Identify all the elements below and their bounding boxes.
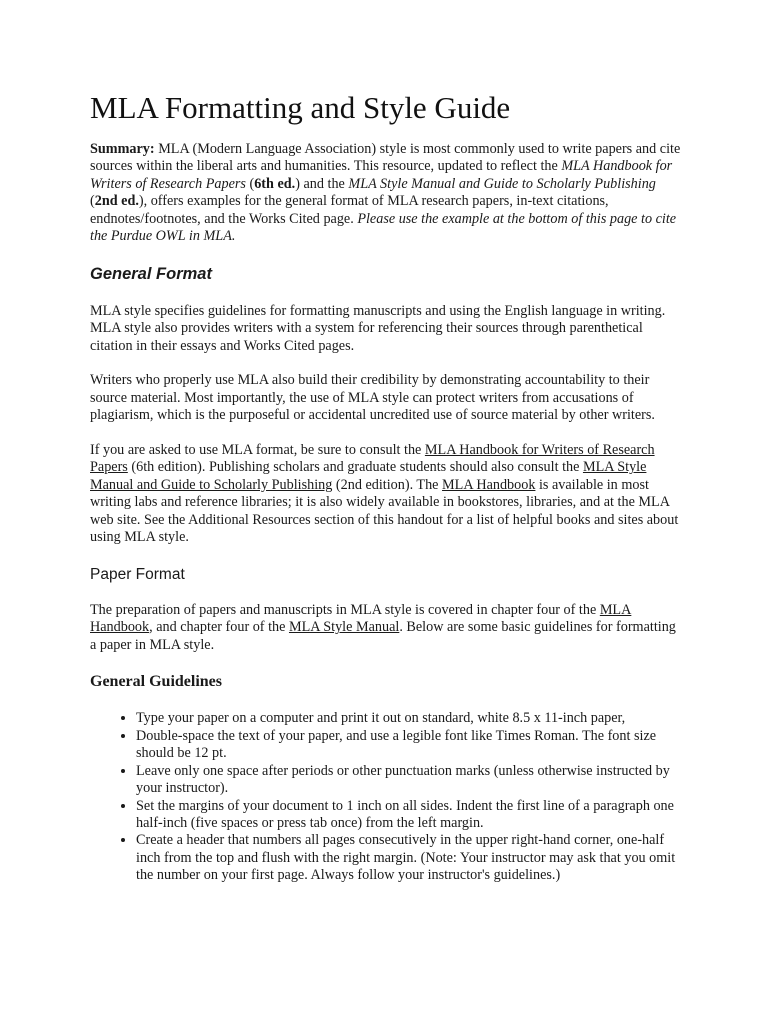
summary-edition: 2nd ed. (94, 193, 139, 210)
general-format-heading: General Format (90, 264, 212, 283)
general-format-paragraph-3 (90, 442, 682, 546)
summary-paragraph (90, 141, 682, 245)
summary-text: ), offers examples for the general format of MLA research papers, in-text citations, endnotes/footnotes, and the Works Cited page. (90, 193, 609, 227)
paragraph-text: If you are asked to use MLA format, be sure to consult the (90, 442, 425, 459)
link-mla-handbook-writers[interactable]: MLA Handbook for Writers of Research Papers (90, 442, 655, 476)
summary-citation-note: Please use the example at the bottom of this page to cite the Purdue OWL in MLA. (90, 210, 677, 245)
summary-manual-title: MLA Style Manual and Guide to Scholarly Publishing (348, 175, 656, 192)
list-item: • Double-space the text of your paper, and use a legible font like Times Roman. The font size should be 12 pt. (136, 728, 682, 763)
document-page (90, 88, 682, 885)
list-item: • Leave only one space after periods or other punctuation marks (unless otherwise instructed by your instructor). (136, 763, 682, 798)
link-mla-handbook[interactable]: MLA Handbook (442, 476, 536, 493)
paragraph-text: , and chapter four of the (149, 619, 289, 636)
list-item: • Set the margins of your document to 1 inch on all sides. Indent the first line of a paragraph one half-inch (five spaces or press tab once) from the left margin. (136, 798, 682, 833)
summary-text: ) and the (295, 175, 349, 192)
general-guidelines-heading: General Guidelines (90, 673, 222, 691)
link-mla-style-manual[interactable]: MLA Style Manual (288, 619, 400, 636)
general-format-paragraph-1: MLA style specifies guidelines for formatting manuscripts and using the English language in writing. MLA style also provides writers with a system for referencing their sources through parenthetical citation in their essays and Works Cited pages. (90, 302, 666, 354)
list-item: • Type your paper on a computer and print it out on standard, white 8.5 x 11-inch paper, (136, 710, 682, 727)
summary-text: ( (245, 175, 255, 192)
link-mla-style-manual[interactable]: MLA Style Manual and Guide to Scholarly Publishing (90, 459, 647, 493)
paragraph-text: . Below are some basic guidelines for formatting a paper in MLA style. (90, 619, 676, 653)
paper-format-paragraph (90, 602, 682, 654)
paragraph-text: The preparation of papers and manuscripts in MLA style is covered in chapter four of the (90, 601, 600, 618)
summary-text: MLA (Modern Language Association) style is most commonly used to write papers and cite sources within the liberal arts and humanities. This resource, updated to reflect the (90, 141, 681, 175)
paragraph-text: is available in most writing labs and reference libraries; it is also widely available in bookstores, libraries, and at the MLA web site. See the Additional Resources section of this handout for a list of helpful books and sites about using MLA style. (90, 476, 679, 546)
page-title: MLA Formatting and Style Guide (90, 90, 511, 125)
list-item: • Create a header that numbers all pages consecutively in the upper right-hand corner, one-half inch from the top and flush with the right margin. (Note: Your instructor may ask that you omit the number on your first page. Always follow your instructor's guidelines.) (136, 832, 682, 884)
guidelines-list (90, 710, 682, 884)
summary-text: ( (90, 193, 95, 210)
summary-label: Summary: (90, 141, 155, 157)
general-format-paragraph-2: Writers who properly use MLA also build their credibility by demonstrating accountability to their source material. Most importantly, the use of MLA style can protect writers from accusations of plagiarism, which is the purposeful or accidental uncredited use of source material by other writers. (90, 372, 655, 424)
paper-format-heading: Paper Format (90, 565, 185, 583)
paragraph-text: (2nd edition). The (332, 476, 443, 493)
summary-edition: 6th ed. (254, 175, 296, 192)
link-mla-handbook[interactable]: MLA Handbook (90, 601, 632, 636)
summary-handbook-title: MLA Handbook for Writers of Research Papers (90, 158, 673, 192)
paragraph-text: (6th edition). Publishing scholars and graduate students should also consult the (127, 459, 583, 476)
